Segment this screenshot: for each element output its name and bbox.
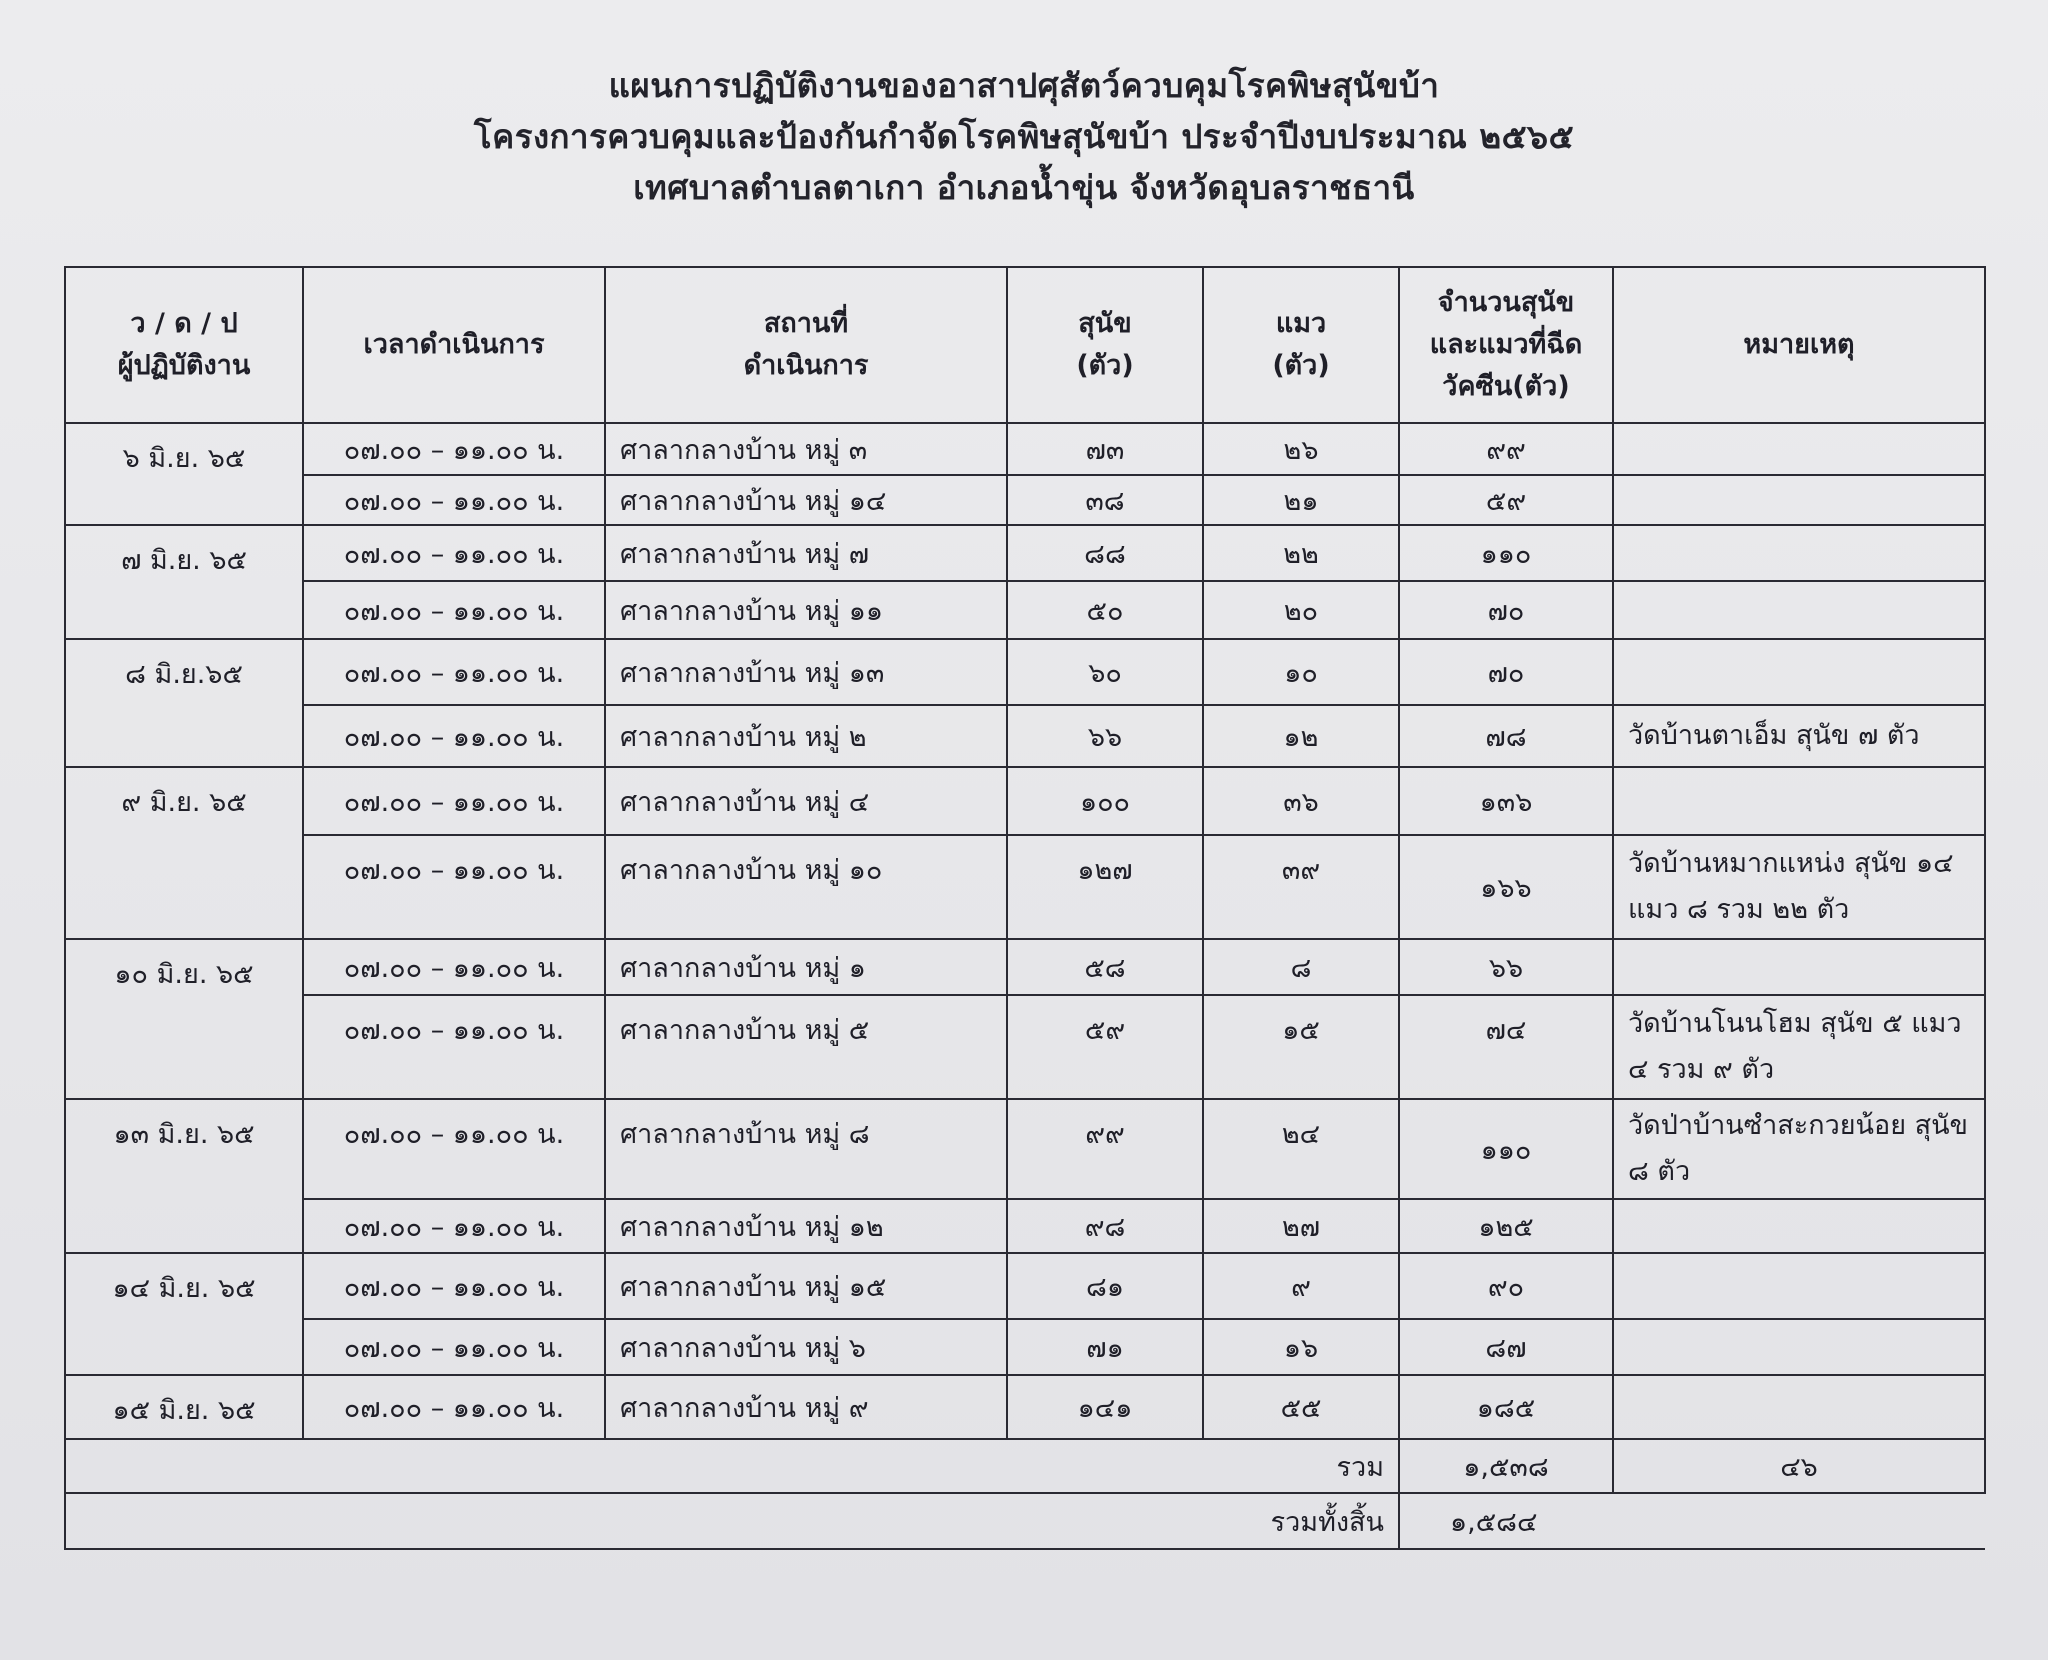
table-row (65, 705, 1985, 767)
dogs-cell: ๕๐ (1007, 581, 1203, 639)
dogs-cell: ๕๙ (1007, 995, 1203, 1099)
total-cell: ๘๗ (1399, 1319, 1613, 1375)
remark-cell: วัดบ้านโนนโฮม สุนัข ๕ แมว ๔ รวม ๙ ตัว (1613, 995, 1985, 1099)
table-row (65, 939, 1985, 995)
sum-total-value: ๑,๕๓๘ (1399, 1439, 1613, 1493)
remark-cell (1613, 423, 1985, 475)
place-cell: ศาลากลางบ้าน หมู่ ๗ (605, 525, 1007, 581)
time-cell: ๐๗.๐๐ – ๑๑.๐๐ น. (303, 1319, 605, 1375)
table-row (65, 581, 1985, 639)
dogs-cell: ๘๘ (1007, 525, 1203, 581)
place-cell: ศาลากลางบ้าน หมู่ ๙ (605, 1375, 1007, 1439)
table-row (65, 1099, 1985, 1199)
total-cell: ๑๘๕ (1399, 1375, 1613, 1439)
column-header-remarks: หมายเหตุ (1613, 267, 1985, 423)
total-cell: ๕๙ (1399, 475, 1613, 525)
time-cell: ๐๗.๐๐ – ๑๑.๐๐ น. (303, 525, 605, 581)
date-cell: ๖ มิ.ย. ๖๕ (65, 423, 303, 525)
cats-cell: ๒๖ (1203, 423, 1399, 475)
remark-cell (1613, 1253, 1985, 1319)
time-cell: ๐๗.๐๐ – ๑๑.๐๐ น. (303, 939, 605, 995)
dogs-cell: ๖๖ (1007, 705, 1203, 767)
remark-cell (1613, 581, 1985, 639)
grand-total-row (65, 1493, 1985, 1549)
cats-cell: ๑๖ (1203, 1319, 1399, 1375)
time-cell: ๐๗.๐๐ – ๑๑.๐๐ น. (303, 1099, 605, 1199)
document-header (0, 60, 2048, 213)
time-cell: ๐๗.๐๐ – ๑๑.๐๐ น. (303, 639, 605, 705)
table-row (65, 423, 1985, 475)
place-cell: ศาลากลางบ้าน หมู่ ๑๒ (605, 1199, 1007, 1253)
dogs-cell: ๗๓ (1007, 423, 1203, 475)
dogs-cell: ๕๘ (1007, 939, 1203, 995)
remark-cell (1613, 767, 1985, 835)
dogs-cell: ๙๙ (1007, 1099, 1203, 1199)
header-line-3: เทศบาลตำบลตาเกา อำเภอน้ำขุ่น จังหวัดอุบลราชธานี (633, 168, 1415, 207)
dogs-cell: ๖๐ (1007, 639, 1203, 705)
remark-cell (1613, 475, 1985, 525)
date-cell: ๑๐ มิ.ย. ๖๕ (65, 939, 303, 1099)
sum-row (65, 1439, 1985, 1493)
dogs-cell: ๙๘ (1007, 1199, 1203, 1253)
column-header-time: เวลาดำเนินการ (303, 267, 605, 423)
cats-cell: ๕๕ (1203, 1375, 1399, 1439)
table-row (65, 835, 1985, 939)
vaccination-plan-table (64, 266, 1986, 1550)
time-cell: ๐๗.๐๐ – ๑๑.๐๐ น. (303, 767, 605, 835)
total-cell: ๙๐ (1399, 1253, 1613, 1319)
total-cell: ๗๐ (1399, 581, 1613, 639)
time-cell: ๐๗.๐๐ – ๑๑.๐๐ น. (303, 1253, 605, 1319)
cats-cell: ๒๗ (1203, 1199, 1399, 1253)
time-cell: ๐๗.๐๐ – ๑๑.๐๐ น. (303, 995, 605, 1099)
time-cell: ๐๗.๐๐ – ๑๑.๐๐ น. (303, 705, 605, 767)
cats-cell: ๒๐ (1203, 581, 1399, 639)
place-cell: ศาลากลางบ้าน หมู่ ๘ (605, 1099, 1007, 1199)
total-cell: ๗๐ (1399, 639, 1613, 705)
place-cell: ศาลากลางบ้าน หมู่ ๑๕ (605, 1253, 1007, 1319)
total-cell: ๑๑๐ (1399, 525, 1613, 581)
table-row (65, 1375, 1985, 1439)
column-header-dogs: สุนัข (ตัว) (1007, 267, 1203, 423)
time-cell: ๐๗.๐๐ – ๑๑.๐๐ น. (303, 475, 605, 525)
cats-cell: ๓๙ (1203, 835, 1399, 939)
time-cell: ๐๗.๐๐ – ๑๑.๐๐ น. (303, 1199, 605, 1253)
column-header-cats: แมว (ตัว) (1203, 267, 1399, 423)
dogs-cell: ๓๘ (1007, 475, 1203, 525)
remark-cell (1613, 1375, 1985, 1439)
date-cell: ๙ มิ.ย. ๖๕ (65, 767, 303, 939)
cats-cell: ๙ (1203, 1253, 1399, 1319)
table-row (65, 995, 1985, 1099)
time-cell: ๐๗.๐๐ – ๑๑.๐๐ น. (303, 581, 605, 639)
time-cell: ๐๗.๐๐ – ๑๑.๐๐ น. (303, 423, 605, 475)
remark-cell (1613, 525, 1985, 581)
sum-remark-total-value: ๔๖ (1613, 1439, 1985, 1493)
date-cell: ๑๕ มิ.ย. ๖๕ (65, 1375, 303, 1439)
place-cell: ศาลากลางบ้าน หมู่ ๑๑ (605, 581, 1007, 639)
table-row (65, 1199, 1985, 1253)
header-line-1: แผนการปฏิบัติงานของอาสาปศุสัตว์ควบคุมโรคพิษสุนัขบ้า (608, 66, 1440, 105)
dogs-cell: ๑๔๑ (1007, 1375, 1203, 1439)
total-cell: ๑๑๐ (1399, 1099, 1613, 1199)
grand-total-label: รวมทั้งสิ้น (65, 1493, 1399, 1549)
table-header-row (65, 267, 1985, 423)
dogs-cell: ๑๐๐ (1007, 767, 1203, 835)
cats-cell: ๑๐ (1203, 639, 1399, 705)
total-cell: ๖๖ (1399, 939, 1613, 995)
place-cell: ศาลากลางบ้าน หมู่ ๒ (605, 705, 1007, 767)
cats-cell: ๒๔ (1203, 1099, 1399, 1199)
total-cell: ๑๓๖ (1399, 767, 1613, 835)
table-row (65, 525, 1985, 581)
remark-cell (1613, 939, 1985, 995)
place-cell: ศาลากลางบ้าน หมู่ ๔ (605, 767, 1007, 835)
column-header-vaccinated-total: จำนวนสุนัข และแมวที่ฉีด วัคซีน(ตัว) (1399, 267, 1613, 423)
total-cell: ๗๘ (1399, 705, 1613, 767)
total-cell: ๙๙ (1399, 423, 1613, 475)
header-line-2: โครงการควบคุมและป้องกันกำจัดโรคพิษสุนัขบ้า ประจำปีงบประมาณ ๒๕๖๕ (473, 117, 1575, 156)
remark-cell (1613, 639, 1985, 705)
remark-cell (1613, 1199, 1985, 1253)
date-cell: ๑๓ มิ.ย. ๖๕ (65, 1099, 303, 1253)
cats-cell: ๒๑ (1203, 475, 1399, 525)
place-cell: ศาลากลางบ้าน หมู่ ๓ (605, 423, 1007, 475)
remark-cell (1613, 1319, 1985, 1375)
column-header-place: สถานที่ ดำเนินการ (605, 267, 1007, 423)
remark-cell: วัดบ้านหมากแหน่ง สุนัข ๑๔ แมว ๘ รวม ๒๒ ตัว (1613, 835, 1985, 939)
grand-total-value: ๑,๕๘๔ (1399, 1493, 1985, 1549)
cats-cell: ๒๒ (1203, 525, 1399, 581)
dogs-cell: ๘๑ (1007, 1253, 1203, 1319)
cats-cell: ๓๖ (1203, 767, 1399, 835)
dogs-cell: ๑๒๗ (1007, 835, 1203, 939)
date-cell: ๗ มิ.ย. ๖๕ (65, 525, 303, 639)
column-header-date: ว / ด / ป ผู้ปฏิบัติงาน (65, 267, 303, 423)
cats-cell: ๘ (1203, 939, 1399, 995)
table-row (65, 767, 1985, 835)
place-cell: ศาลากลางบ้าน หมู่ ๕ (605, 995, 1007, 1099)
time-cell: ๐๗.๐๐ – ๑๑.๐๐ น. (303, 1375, 605, 1439)
table-row (65, 639, 1985, 705)
total-cell: ๗๔ (1399, 995, 1613, 1099)
date-cell: ๘ มิ.ย.๖๕ (65, 639, 303, 767)
place-cell: ศาลากลางบ้าน หมู่ ๑๔ (605, 475, 1007, 525)
table-row (65, 1319, 1985, 1375)
table-row (65, 475, 1985, 525)
cats-cell: ๑๒ (1203, 705, 1399, 767)
place-cell: ศาลากลางบ้าน หมู่ ๖ (605, 1319, 1007, 1375)
date-cell: ๑๔ มิ.ย. ๖๕ (65, 1253, 303, 1375)
remark-cell: วัดบ้านตาเอ็ม สุนัข ๗ ตัว (1613, 705, 1985, 767)
dogs-cell: ๗๑ (1007, 1319, 1203, 1375)
cats-cell: ๑๕ (1203, 995, 1399, 1099)
place-cell: ศาลากลางบ้าน หมู่ ๑๓ (605, 639, 1007, 705)
total-cell: ๑๒๕ (1399, 1199, 1613, 1253)
remark-cell: วัดป่าบ้านซำสะกวยน้อย สุนัข ๘ ตัว (1613, 1099, 1985, 1199)
total-cell: ๑๖๖ (1399, 835, 1613, 939)
time-cell: ๐๗.๐๐ – ๑๑.๐๐ น. (303, 835, 605, 939)
sum-label: รวม (65, 1439, 1399, 1493)
place-cell: ศาลากลางบ้าน หมู่ ๑ (605, 939, 1007, 995)
table-row (65, 1253, 1985, 1319)
place-cell: ศาลากลางบ้าน หมู่ ๑๐ (605, 835, 1007, 939)
